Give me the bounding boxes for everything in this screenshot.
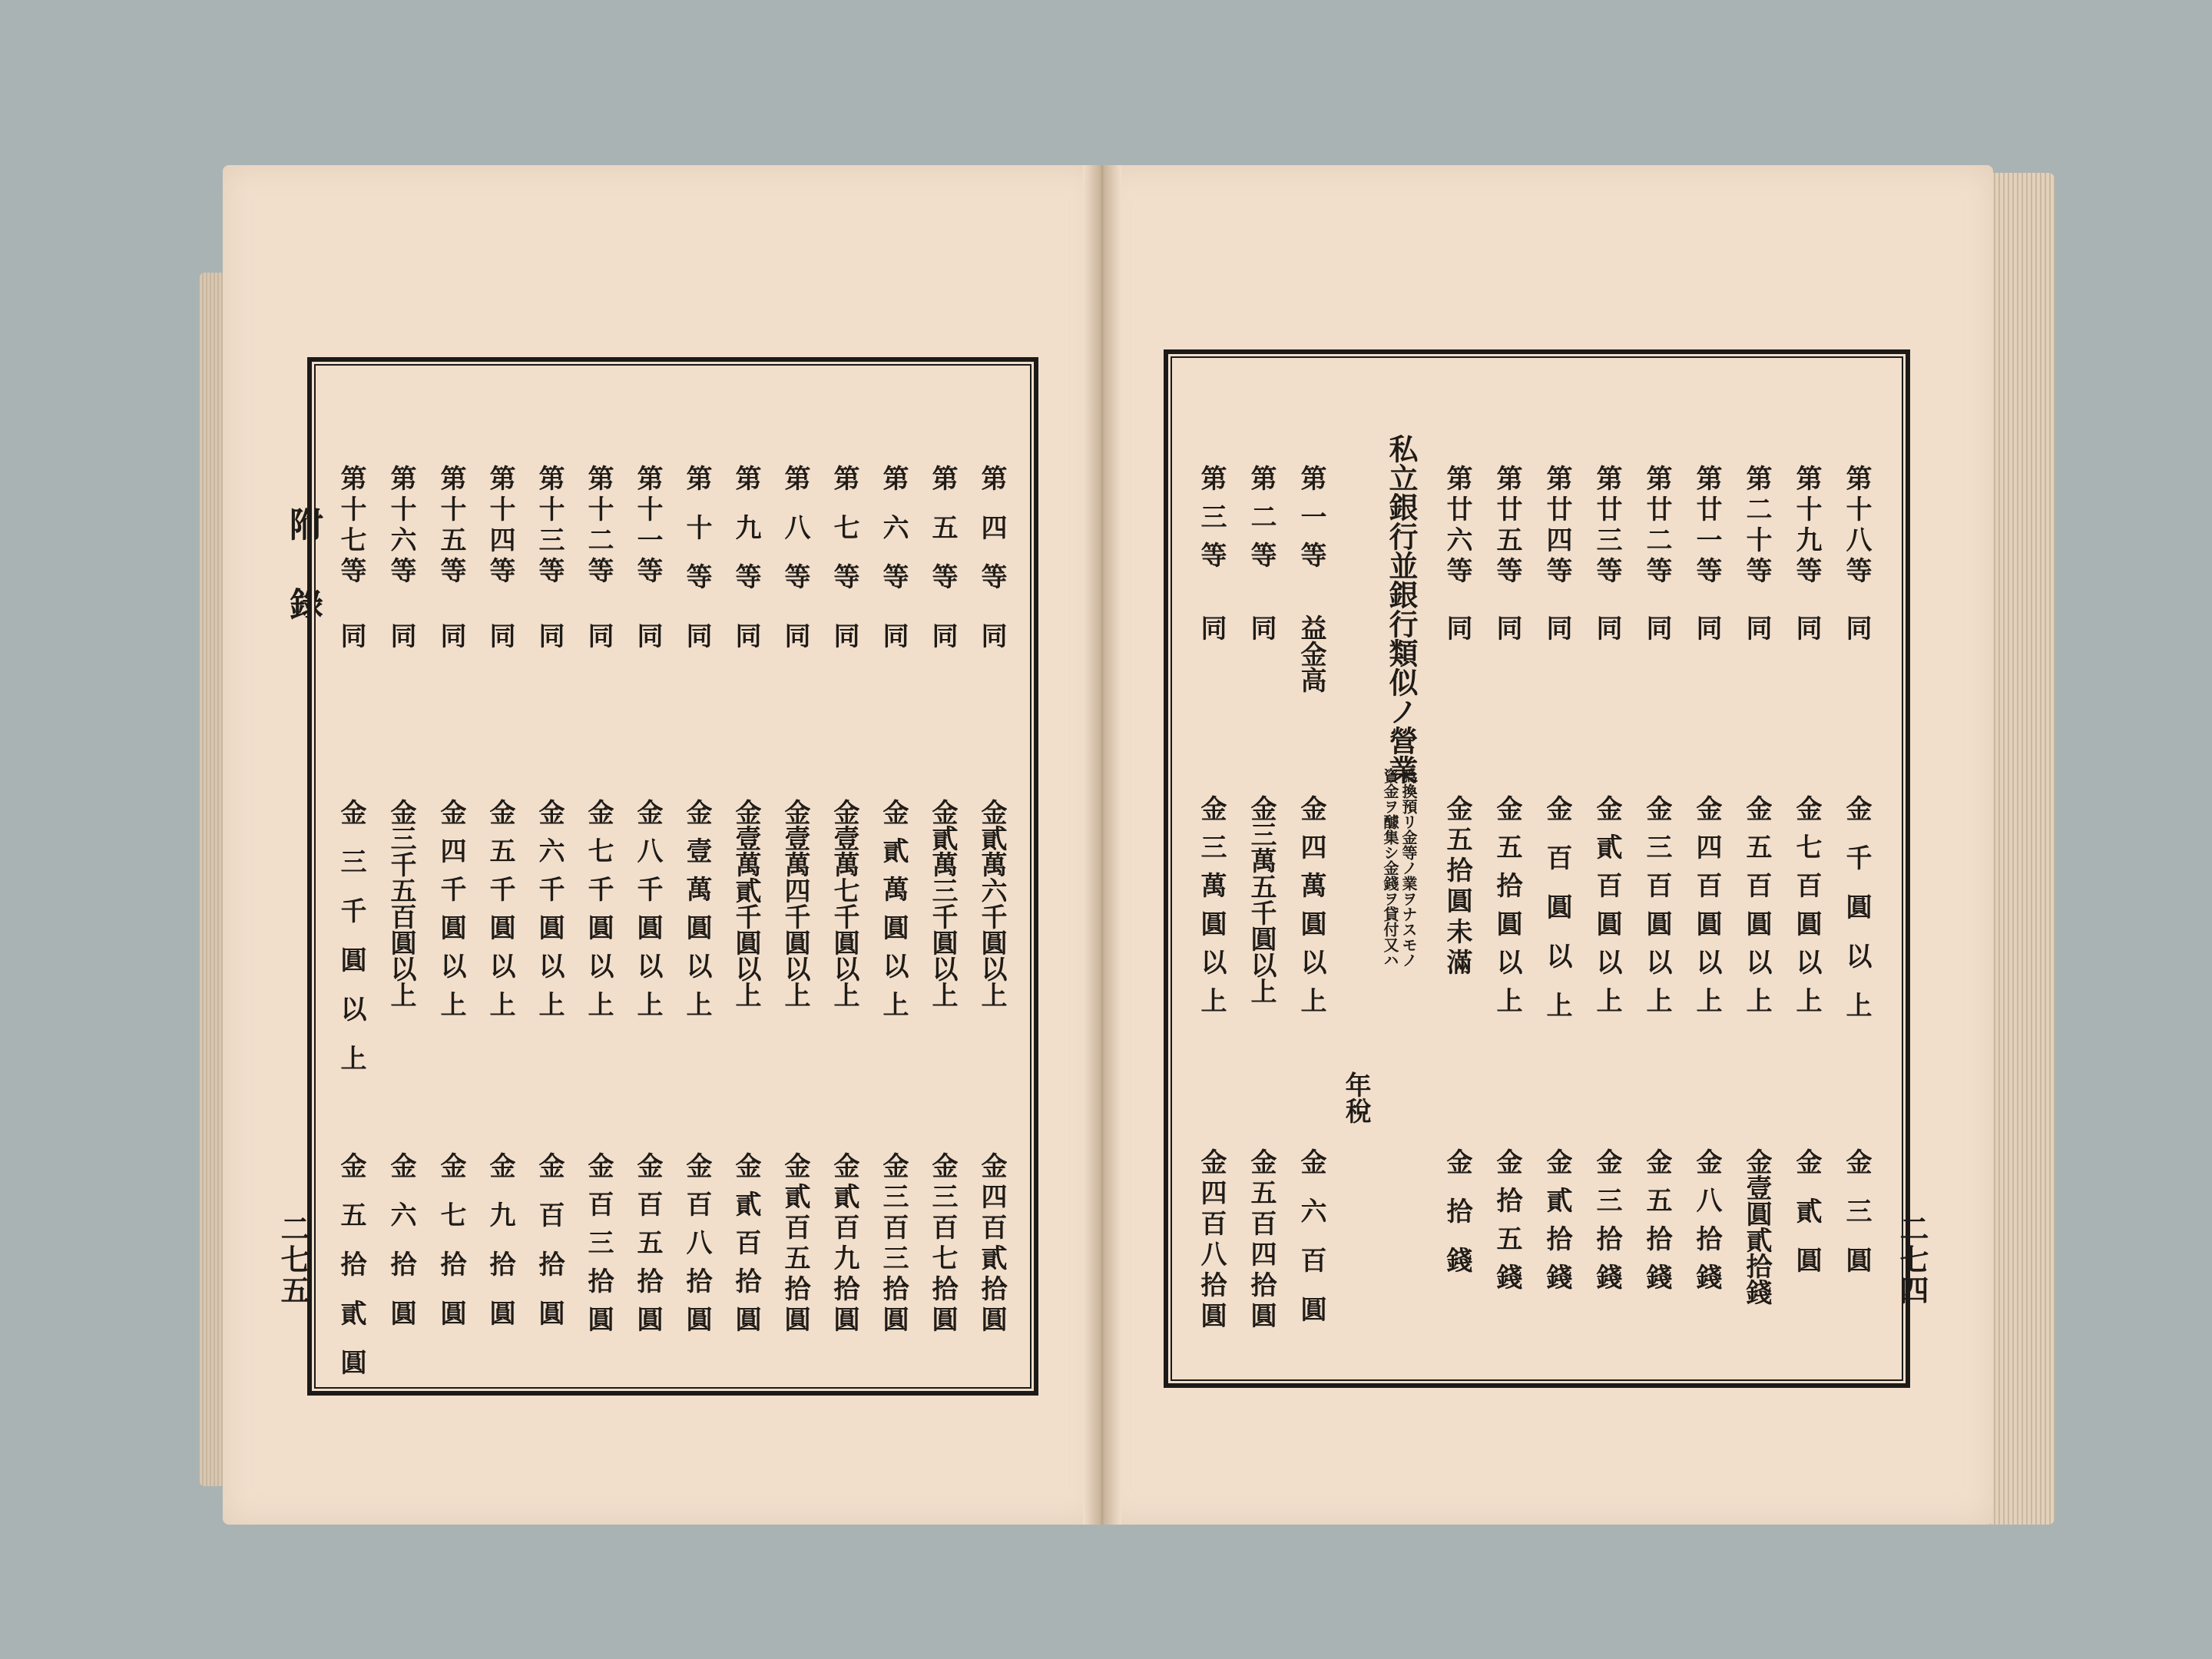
- amount-value: 金貳百圓以上: [1591, 795, 1622, 1025]
- tax-value: 金貳百九拾圓: [829, 1152, 859, 1336]
- tax-value: 金五拾錢: [1641, 1148, 1672, 1302]
- amount-value: 金三百圓以上: [1641, 795, 1672, 1025]
- rank-label: 第三等: [1196, 465, 1227, 580]
- book-gutter: [1083, 165, 1121, 1525]
- rank-label: 第二十等: [1741, 465, 1772, 588]
- amount-value: 金壹萬圓以上: [681, 799, 712, 1029]
- tax-value: 金貳百五拾圓: [780, 1152, 810, 1336]
- tax-value: 金三圓: [1841, 1148, 1872, 1296]
- tax-value: 金四百八拾圓: [1196, 1148, 1227, 1333]
- rank-label: 第廿六等: [1442, 465, 1472, 588]
- amount-value: 金八千圓以上: [632, 799, 663, 1029]
- same-mark: 同: [1591, 614, 1622, 641]
- left-page-number: 二七五: [276, 1214, 310, 1306]
- amount-value: 金貳萬圓以上: [878, 799, 909, 1029]
- same-mark: 同: [1741, 614, 1772, 641]
- annual-tax-header: 年稅: [1340, 1071, 1371, 1124]
- amount-value: 金五千圓以上: [485, 799, 515, 1029]
- rank-label: 第十一等: [632, 465, 663, 588]
- rank-label: 第十七等: [336, 465, 366, 588]
- same-mark: 同: [927, 622, 958, 648]
- tax-value: 金拾五錢: [1492, 1148, 1522, 1302]
- section-title: 私立銀行並銀行類似ノ營業: [1384, 434, 1419, 784]
- amount-value: 金三萬圓以上: [1196, 795, 1227, 1025]
- same-mark: 同: [1791, 614, 1822, 641]
- amount-value: 金壹萬七千圓以上: [829, 799, 859, 1008]
- rank-label: 第廿四等: [1541, 465, 1572, 588]
- amount-value: 金貳萬六千圓以上: [976, 799, 1007, 1008]
- rank-label: 第六等: [878, 465, 909, 612]
- rank-label: 第五等: [927, 465, 958, 612]
- same-mark: 同: [435, 622, 466, 648]
- rank-label: 第十八等: [1841, 465, 1872, 588]
- rank-label: 第九等: [730, 465, 761, 612]
- same-mark: 同: [632, 622, 663, 648]
- amount-value: 金壹萬四千圓以上: [780, 799, 810, 1008]
- tax-value: 金九拾圓: [485, 1152, 515, 1349]
- amount-value: 金壹萬貳千圓以上: [730, 799, 761, 1008]
- tax-value: 金貳拾錢: [1541, 1148, 1572, 1302]
- amount-value: 金貳萬三千圓以上: [927, 799, 958, 1008]
- rank-label: 第十四等: [485, 465, 515, 588]
- rank-label: 第十六等: [386, 465, 416, 588]
- amount-value: 金三千圓以上: [336, 799, 366, 1094]
- same-mark: 同: [829, 622, 859, 648]
- amount-value: 金百圓以上: [1541, 795, 1572, 1041]
- right-page-number: 二七四: [1895, 1214, 1929, 1306]
- tax-value: 金貳百拾圓: [730, 1152, 761, 1344]
- tax-value: 金三拾錢: [1591, 1148, 1622, 1302]
- amount-value: 金五百圓以上: [1741, 795, 1772, 1025]
- amount-value: 金七千圓以上: [583, 799, 614, 1029]
- section-note-1: 資金ヲ醵集シ金錢ヲ貸付又ハ: [1381, 768, 1399, 968]
- amount-value: 金五拾圓以上: [1492, 795, 1522, 1025]
- amount-value: 金三千五百圓以上: [386, 799, 416, 1008]
- same-mark: 同: [878, 622, 909, 648]
- same-mark: 同: [1442, 614, 1472, 641]
- same-mark: 同: [1841, 614, 1872, 641]
- amount-value: 金千圓以上: [1841, 795, 1872, 1041]
- same-mark: 同: [336, 622, 366, 648]
- tax-value: 金五拾貳圓: [336, 1152, 366, 1398]
- amount-value: 金三萬五千圓以上: [1246, 795, 1277, 1004]
- tax-value: 金八拾錢: [1691, 1148, 1722, 1302]
- amount-value: 金六千圓以上: [534, 799, 565, 1029]
- same-mark: 同: [485, 622, 515, 648]
- running-head: 附錄: [283, 507, 323, 667]
- rank-label: 第四等: [976, 465, 1007, 612]
- rank-label: 第二等: [1246, 465, 1277, 580]
- same-mark: 同: [1641, 614, 1672, 641]
- rank-label: 第十三等: [534, 465, 565, 588]
- same-mark: 同: [681, 622, 712, 648]
- rank-label: 第廿三等: [1591, 465, 1622, 588]
- tax-value: 金三百七拾圓: [927, 1152, 958, 1336]
- tax-value: 金百八拾圓: [681, 1152, 712, 1344]
- amount-value: 金七百圓以上: [1791, 795, 1822, 1025]
- rank-label: 第廿一等: [1691, 465, 1722, 588]
- same-mark: 同: [730, 622, 761, 648]
- tax-value: 金六拾圓: [386, 1152, 416, 1349]
- same-mark: 同: [1492, 614, 1522, 641]
- amount-value: 金四萬圓以上: [1296, 795, 1326, 1025]
- rank-label: 第十九等: [1791, 465, 1822, 588]
- tax-value: 金百三拾圓: [583, 1152, 614, 1344]
- rank-label: 第十等: [681, 465, 712, 612]
- rank-label: 第十二等: [583, 465, 614, 588]
- tax-value: 金貳圓: [1791, 1148, 1822, 1296]
- tax-value: 金拾錢: [1442, 1148, 1472, 1296]
- amount-value: 金四百圓以上: [1691, 795, 1722, 1025]
- amount-value: 金四千圓以上: [435, 799, 466, 1029]
- rank-label: 第八等: [780, 465, 810, 612]
- same-mark: 同: [1246, 614, 1277, 641]
- rank-label: 第廿二等: [1641, 465, 1672, 588]
- rank-label: 第一等: [1296, 465, 1326, 580]
- tax-value: 金五百四拾圓: [1246, 1148, 1277, 1333]
- rank-label: 第十五等: [435, 465, 466, 588]
- tax-value: 金百拾圓: [534, 1152, 565, 1349]
- amount-value: 金五拾圓未滿: [1442, 795, 1472, 979]
- rank-label: 第廿五等: [1492, 465, 1522, 588]
- tax-value: 金六百圓: [1296, 1148, 1326, 1345]
- same-mark: 同: [1196, 614, 1227, 641]
- tax-value: 金三百三拾圓: [878, 1152, 909, 1336]
- same-mark: 同: [583, 622, 614, 648]
- tax-value: 金七拾圓: [435, 1152, 466, 1349]
- same-mark: 同: [386, 622, 416, 648]
- same-mark: 同: [534, 622, 565, 648]
- tax-value: 金百五拾圓: [632, 1152, 663, 1344]
- same-mark: 同: [780, 622, 810, 648]
- same-mark: 同: [976, 622, 1007, 648]
- tax-value: 金四百貳拾圓: [976, 1152, 1007, 1336]
- same-mark: 同: [1691, 614, 1722, 641]
- rank-label: 第七等: [829, 465, 859, 612]
- same-mark: 同: [1541, 614, 1572, 641]
- tax-value: 金壹圓貳拾錢: [1741, 1148, 1772, 1305]
- profit-amount-header: 益金高: [1296, 614, 1326, 693]
- section-note-2: 爲換預リ金等ノ業ヲナスモノ: [1399, 768, 1418, 968]
